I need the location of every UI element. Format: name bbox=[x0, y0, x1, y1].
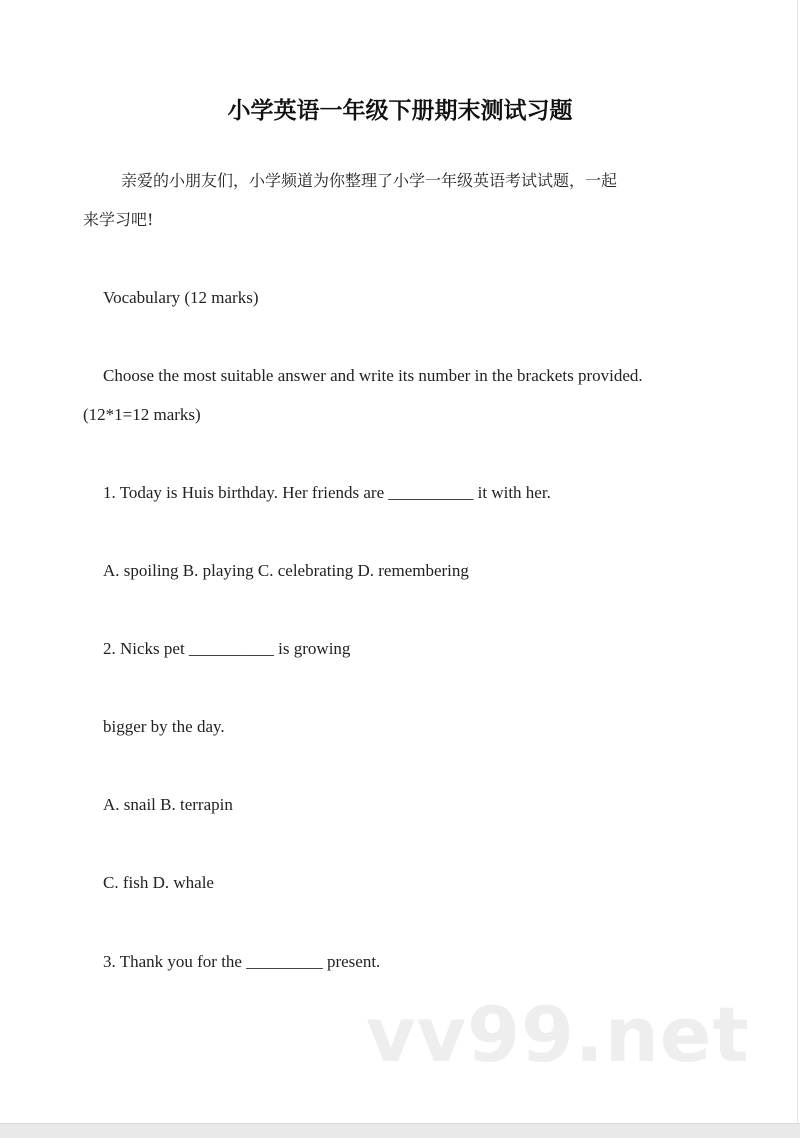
watermark: vv99.net bbox=[366, 990, 750, 1079]
question-1-options: A. spoiling B. playing C. celebrating D. remembering bbox=[103, 561, 469, 580]
intro-line-2: 来学习吧! bbox=[83, 210, 154, 229]
section-heading: Vocabulary (12 marks) bbox=[103, 288, 259, 307]
question-2-continued: bigger by the day. bbox=[103, 717, 225, 736]
instructions-line-2: (12*1=12 marks) bbox=[83, 405, 201, 424]
question-2-options-ab: A. snail B. terrapin bbox=[103, 795, 233, 814]
question-1: 1. Today is Huis birthday. Her friends are __________ it with her. bbox=[103, 483, 551, 502]
page-gap bbox=[0, 1123, 800, 1138]
instructions-line-1: Choose the most suitable answer and write its number in the brackets provided. bbox=[103, 366, 643, 385]
question-3: 3. Thank you for the _________ present. bbox=[103, 952, 381, 971]
question-2: 2. Nicks pet __________ is growing bbox=[103, 639, 351, 658]
question-2-options-cd: C. fish D. whale bbox=[103, 873, 214, 892]
intro-line-1: 亲爱的小朋友们，小学频道为你整理了小学一年级英语考试试题，一起 bbox=[121, 171, 618, 190]
page-title: 小学英语一年级下册期末测试习题 bbox=[227, 98, 573, 124]
